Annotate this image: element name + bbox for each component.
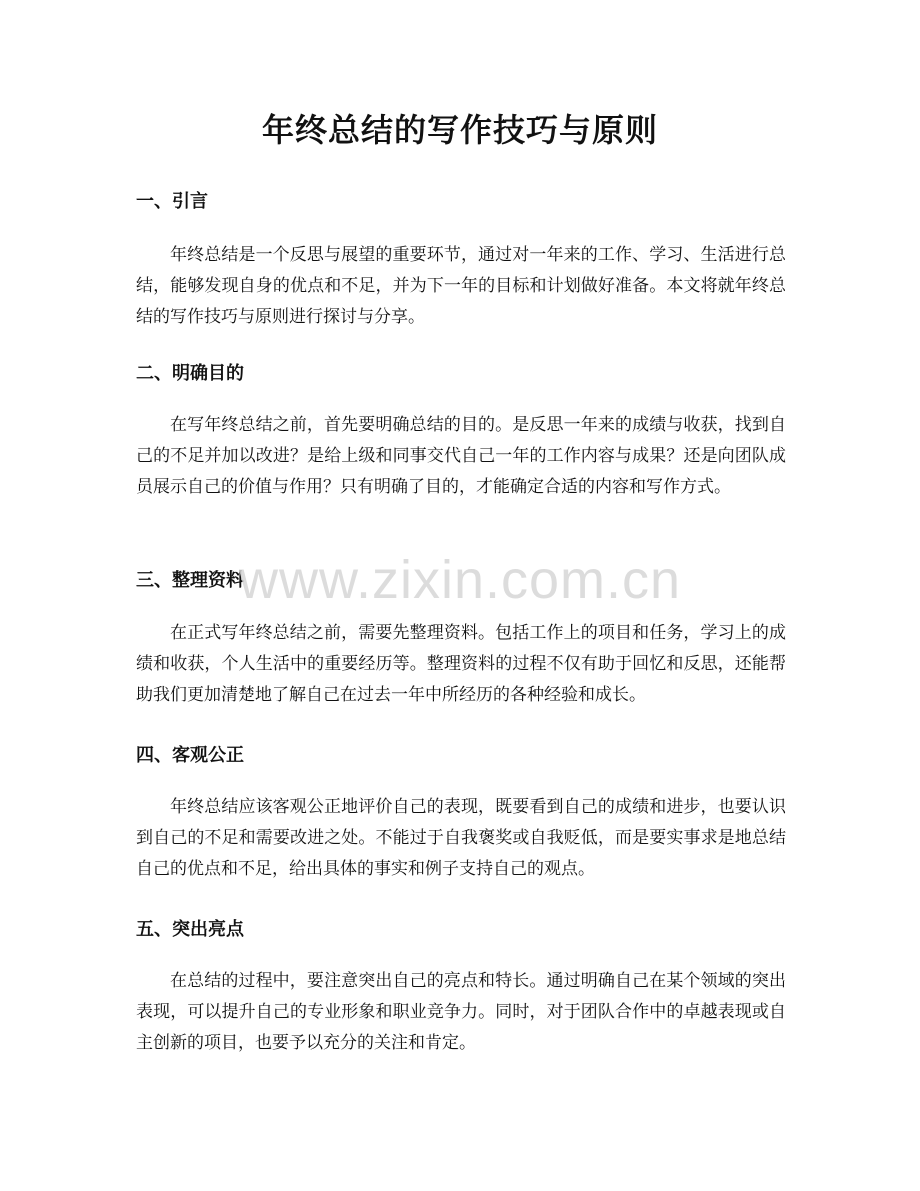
document-title: 年终总结的写作技巧与原则 xyxy=(261,111,658,149)
section-heading-clarify-purpose: 二、明确目的 xyxy=(136,363,244,384)
section-heading-highlights: 五、突出亮点 xyxy=(136,919,244,940)
section-heading-organize-materials: 三、整理资料 xyxy=(136,570,244,591)
section-body-introduction: 年终总结是一个反思与展望的重要环节，通过对一年来的工作、学习、生活进行总结，能够发现自身的优点和不足，并为下一年的目标和计划做好准备。本文将就年终总结的写作技巧与原则进行探讨与分享。 xyxy=(136,245,786,327)
watermark-text: www.zixin.com.cn xyxy=(238,550,682,610)
section-body-objective-fair: 年终总结应该客观公正地评价自己的表现，既要看到自己的成绩和进步，也要认识到自己的不足和需要改进之处。不能过于自我褒奖或自我贬低，而是要实事求是地总结自己的优点和不足，给出具体的事实和例子支持自己的观点。 xyxy=(136,797,786,879)
section-heading-introduction: 一、引言 xyxy=(136,191,208,212)
section-body-clarify-purpose: 在写年终总结之前，首先要明确总结的目的。是反思一年来的成绩与收获，找到自己的不足并加以改进？是给上级和同事交代自己一年的工作内容与成果？还是向团队成员展示自己的价值与作用？只有明确了目的，才能确定合适的内容和写作方式。 xyxy=(136,415,786,497)
section-body-highlights: 在总结的过程中，要注意突出自己的亮点和特长。通过明确自己在某个领域的突出表现，可以提升自己的专业形象和职业竞争力。同时，对于团队合作中的卓越表现或自主创新的项目，也要予以充分的关注和肯定。 xyxy=(136,971,786,1053)
section-body-organize-materials: 在正式写年终总结之前，需要先整理资料。包括工作上的项目和任务，学习上的成绩和收获，个人生活中的重要经历等。整理资料的过程不仅有助于回忆和反思，还能帮助我们更加清楚地了解自己在过去一年中所经历的各种经验和成长。 xyxy=(136,623,786,705)
section-heading-objective-fair: 四、客观公正 xyxy=(136,745,244,766)
